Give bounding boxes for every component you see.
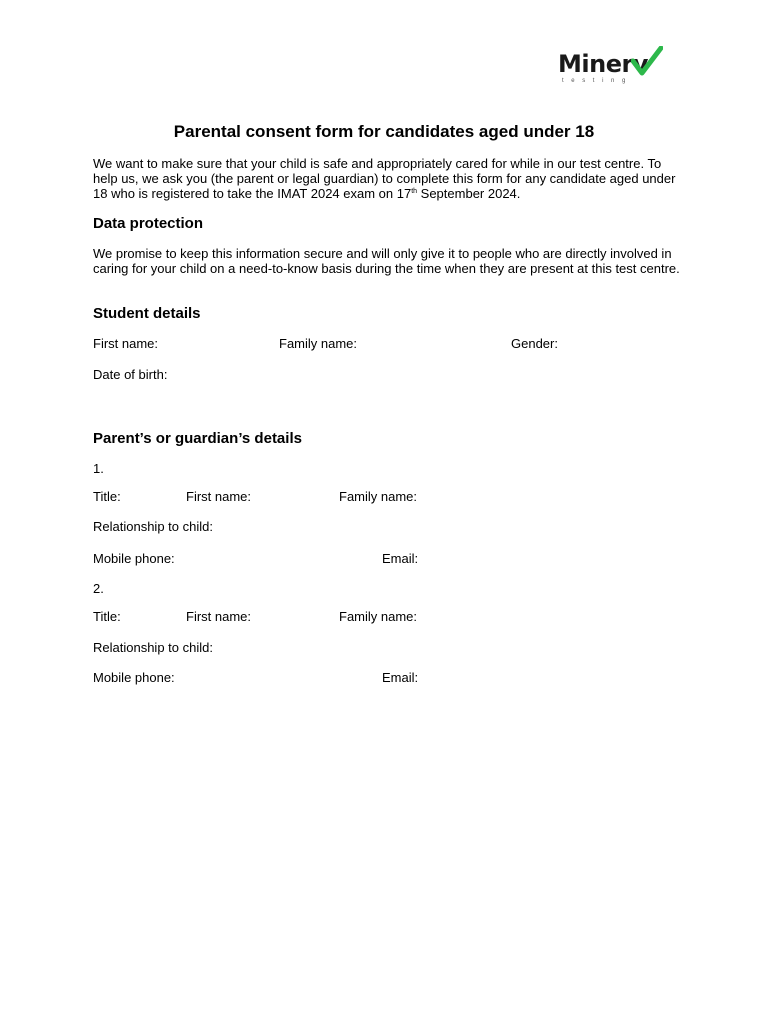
guardian-details-heading: Parent’s or guardian’s details: [93, 430, 302, 447]
guardian-mobile-label: Mobile phone:: [93, 551, 175, 566]
guardian-email-label: Email:: [382, 551, 419, 566]
guardian-number: 2.: [93, 581, 104, 596]
guardian-mobile-label: Mobile phone:: [93, 670, 175, 685]
guardian-number: 1.: [93, 461, 104, 476]
guardian-family-name-label: Family name:: [339, 609, 418, 624]
student-first-name-label: First name:: [93, 336, 159, 351]
data-protection-paragraph: We promise to keep this information secure and will only give it to people who are directly involved in caring for your child on a need-to-know basis during the time when they are present at this test centre.: [93, 246, 680, 277]
student-details-heading: Student details: [93, 305, 201, 322]
checkmark-icon: [631, 46, 663, 76]
logo-wordmark: Minerv: [558, 50, 648, 78]
guardian-title-label: Title:: [93, 489, 121, 504]
guardian-relationship-label: Relationship to child:: [93, 640, 213, 655]
guardian-email-label: Email:: [382, 670, 419, 685]
student-date-of-birth-label: Date of birth:: [93, 367, 168, 382]
guardian-family-name-label: Family name:: [339, 489, 418, 504]
logo-subtitle: testing: [562, 78, 633, 84]
guardian-relationship-label: Relationship to child:: [93, 519, 213, 534]
guardian-first-name-label: First name:: [186, 489, 252, 504]
guardian-title-label: Title:: [93, 609, 121, 624]
student-gender-label: Gender:: [511, 336, 558, 351]
student-family-name-label: Family name:: [279, 336, 358, 351]
guardian-first-name-label: First name:: [186, 609, 252, 624]
data-protection-heading: Data protection: [93, 215, 204, 232]
minerva-logo: [556, 46, 668, 88]
intro-paragraph: We want to make sure that your child is safe and appropriately cared for while in our test centre. To help us, we ask you (the parent or legal guardian) to complete this form for any candidate aged under 18 who is registered to take the IMAT 2024 exam on 17th September 2024.: [93, 156, 676, 202]
page-title: Parental consent form for candidates aged under 18: [173, 122, 595, 141]
